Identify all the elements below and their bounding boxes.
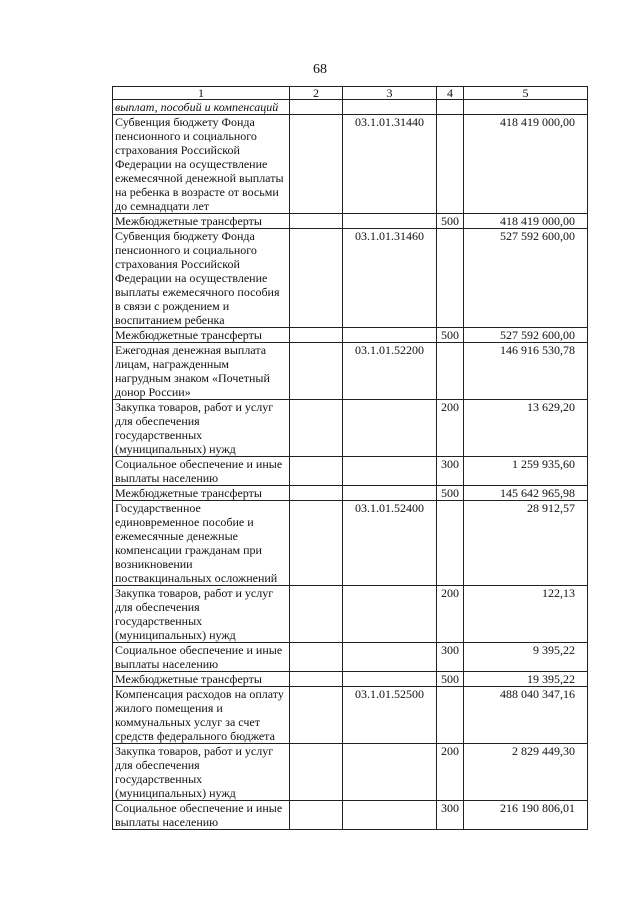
row-code-cell: 03.1.01.52400 (343, 501, 437, 586)
row-amount-cell: 1 259 935,60 (464, 457, 588, 486)
row-code-cell (343, 400, 437, 457)
row-type-cell (437, 343, 464, 400)
row-amount-cell: 527 592 600,00 (464, 328, 588, 343)
row-amount-cell: 9 395,22 (464, 643, 588, 672)
row-name-cell: Межбюджетные трансферты (113, 328, 290, 343)
table-row (113, 486, 588, 501)
table-row (113, 328, 588, 343)
table-row (113, 457, 588, 486)
page-number: 68 (313, 62, 327, 77)
row-col2-cell (290, 115, 343, 214)
row-amount-cell: 13 629,20 (464, 400, 588, 457)
table-row (113, 643, 588, 672)
row-amount-cell: 418 419 000,00 (464, 115, 588, 214)
row-col2-cell (290, 801, 343, 830)
budget-table (112, 86, 588, 830)
row-col2-cell (290, 643, 343, 672)
row-name-cell: Государственное единовременное пособие и ежемесячные денежные компенсации гражданам при возникновении поствакцинальных осложнений (113, 501, 290, 586)
table-header-row (113, 87, 588, 100)
row-name-cell: Закупка товаров, работ и услуг для обеспечения государственных (муниципальных) нужд (113, 400, 290, 457)
column-header-5: 5 (464, 87, 588, 100)
row-type-cell (437, 115, 464, 214)
row-code-cell (343, 801, 437, 830)
table-row (113, 586, 588, 643)
row-amount-cell: 216 190 806,01 (464, 801, 588, 830)
row-col2-cell (290, 687, 343, 744)
table-row (113, 400, 588, 457)
row-code-cell: 03.1.01.52500 (343, 687, 437, 744)
row-amount-cell: 527 592 600,00 (464, 229, 588, 328)
table-row (113, 343, 588, 400)
column-header-1: 1 (113, 87, 290, 100)
row-amount-cell: 418 419 000,00 (464, 214, 588, 229)
row-name-cell: Социальное обеспечение и иные выплаты населению (113, 801, 290, 830)
row-type-cell: 200 (437, 586, 464, 643)
row-name-cell: Ежегодная денежная выплата лицам, награжденным нагрудным знаком «Почетный донор России» (113, 343, 290, 400)
row-amount-cell: 488 040 347,16 (464, 687, 588, 744)
row-type-cell: 300 (437, 801, 464, 830)
row-code-cell: 03.1.01.31440 (343, 115, 437, 214)
row-code-cell: 03.1.01.31460 (343, 229, 437, 328)
row-type-cell: 500 (437, 486, 464, 501)
row-type-cell: 200 (437, 400, 464, 457)
row-col2-cell (290, 501, 343, 586)
table-body (113, 100, 588, 830)
row-col2-cell (290, 343, 343, 400)
table-row (113, 115, 588, 214)
row-name-cell: Компенсация расходов на оплату жилого помещения и коммунальных услуг за счет средств федерального бюджета (113, 687, 290, 744)
row-code-cell (343, 586, 437, 643)
row-amount-cell: 146 916 530,78 (464, 343, 588, 400)
continuation-text: выплат, пособий и компенсаций (113, 100, 290, 115)
row-amount-cell: 145 642 965,98 (464, 486, 588, 501)
row-amount-cell: 28 912,57 (464, 501, 588, 586)
row-code-cell (343, 744, 437, 801)
row-name-cell: Межбюджетные трансферты (113, 486, 290, 501)
row-code-cell (343, 672, 437, 687)
row-type-cell: 200 (437, 744, 464, 801)
row-name-cell: Межбюджетные трансферты (113, 214, 290, 229)
row-name-cell: Закупка товаров, работ и услуг для обеспечения государственных (муниципальных) нужд (113, 744, 290, 801)
row-code-cell (343, 457, 437, 486)
column-header-2: 2 (290, 87, 343, 100)
row-amount-cell: 2 829 449,30 (464, 744, 588, 801)
row-code-cell (343, 214, 437, 229)
table-row (113, 229, 588, 328)
row-name-cell: Закупка товаров, работ и услуг для обеспечения государственных (муниципальных) нужд (113, 586, 290, 643)
row-type-cell (437, 501, 464, 586)
row-col2-cell (290, 586, 343, 643)
row-type-cell: 500 (437, 672, 464, 687)
row-col2-cell (290, 229, 343, 328)
table-row (113, 687, 588, 744)
row-name-cell: Социальное обеспечение и иные выплаты населению (113, 643, 290, 672)
row-name-cell: Социальное обеспечение и иные выплаты населению (113, 457, 290, 486)
row-col2-cell (290, 672, 343, 687)
column-header-4: 4 (437, 87, 464, 100)
row-code-cell (343, 486, 437, 501)
row-type-cell: 500 (437, 328, 464, 343)
row-col2-cell (290, 214, 343, 229)
row-type-cell: 300 (437, 643, 464, 672)
row-amount-cell: 122,13 (464, 586, 588, 643)
table-row (113, 744, 588, 801)
row-code-cell (343, 328, 437, 343)
row-code-cell: 03.1.01.52200 (343, 343, 437, 400)
row-col2-cell (290, 328, 343, 343)
row-col2-cell (290, 486, 343, 501)
row-type-cell: 300 (437, 457, 464, 486)
row-type-cell (437, 229, 464, 328)
row-name-cell: Субвенция бюджету Фонда пенсионного и социального страхования Российской Федерации на осуществление ежемесячной денежной выплаты на ребенка в возрасте от восьми до семнадцати лет (113, 115, 290, 214)
table-row (113, 801, 588, 830)
row-col2-cell (290, 744, 343, 801)
row-amount-cell: 19 395,22 (464, 672, 588, 687)
row-type-cell (437, 687, 464, 744)
row-name-cell: Межбюджетные трансферты (113, 672, 290, 687)
table-row (113, 214, 588, 229)
row-name-cell: Субвенция бюджету Фонда пенсионного и социального страхования Российской Федерации на осуществление выплаты ежемесячного пособия в связи с рождением и воспитанием ребенка (113, 229, 290, 328)
row-code-cell (343, 643, 437, 672)
row-col2-cell (290, 457, 343, 486)
table-row (113, 501, 588, 586)
row-type-cell: 500 (437, 214, 464, 229)
row-col2-cell (290, 400, 343, 457)
table-row (113, 672, 588, 687)
column-header-3: 3 (343, 87, 437, 100)
continuation-row (113, 100, 588, 115)
